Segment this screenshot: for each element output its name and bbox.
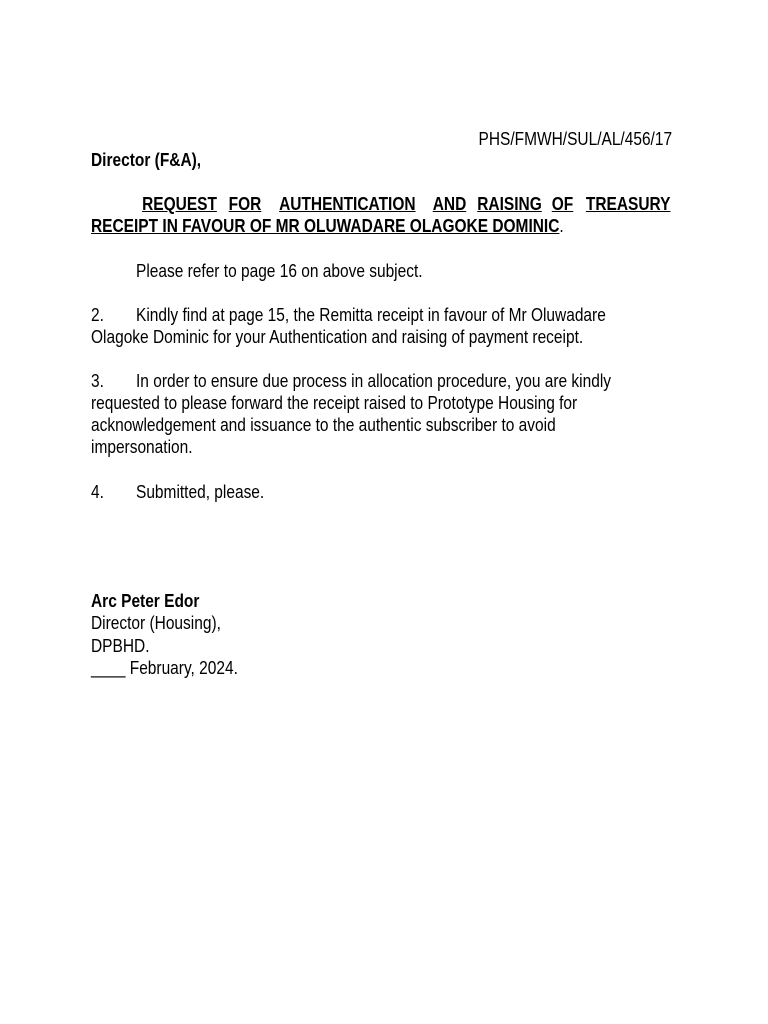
- signatory-title: Director (Housing),: [91, 613, 221, 633]
- subject-word: RAISING: [477, 194, 542, 214]
- subject-period: .: [559, 216, 564, 236]
- subject-word: TREASURY: [585, 194, 671, 214]
- paragraph-1: Please refer to page 16 on above subject.: [136, 261, 423, 281]
- paragraph-3-line-2: requested to please forward the receipt raised to Prototype Housing for: [91, 393, 578, 413]
- subject-line-1: [136, 193, 677, 215]
- reference-number: PHS/FMWH/SUL/AL/456/17: [478, 129, 672, 149]
- paragraph-2-line-1: Kindly find at page 15, the Remitta receipt in favour of Mr Oluwadare: [136, 305, 606, 325]
- paragraph-3-line-1: In order to ensure due process in allocation procedure, you are kindly: [136, 371, 612, 391]
- paragraph-3-line-4: impersonation.: [91, 437, 193, 457]
- subject-word: AND: [432, 194, 466, 214]
- paragraph-4-number: 4.: [91, 482, 104, 502]
- subject-word: REQUEST: [142, 194, 217, 214]
- paragraph-4-text: Submitted, please.: [136, 482, 265, 502]
- subject-word: OF: [552, 194, 574, 214]
- signatory-name: Arc Peter Edor: [91, 591, 200, 611]
- signatory-department: DPBHD.: [91, 636, 150, 656]
- subject-word: FOR: [229, 194, 262, 214]
- letter-date: ____ February, 2024.: [91, 658, 238, 678]
- subject-word: AUTHENTICATION: [278, 194, 416, 214]
- subject-line-2: [91, 215, 564, 237]
- paragraph-2-line-2: Olagoke Dominic for your Authentication and raising of payment receipt.: [91, 327, 584, 347]
- addressee: Director (F&A),: [91, 150, 202, 170]
- paragraph-3-number: 3.: [91, 371, 104, 391]
- subject-line-2-text: RECEIPT IN FAVOUR OF MR OLUWADARE OLAGOKE DOMINIC: [91, 216, 560, 236]
- paragraph-3-line-3: acknowledgement and issuance to the authentic subscriber to avoid: [91, 415, 556, 435]
- paragraph-2-number: 2.: [91, 305, 104, 325]
